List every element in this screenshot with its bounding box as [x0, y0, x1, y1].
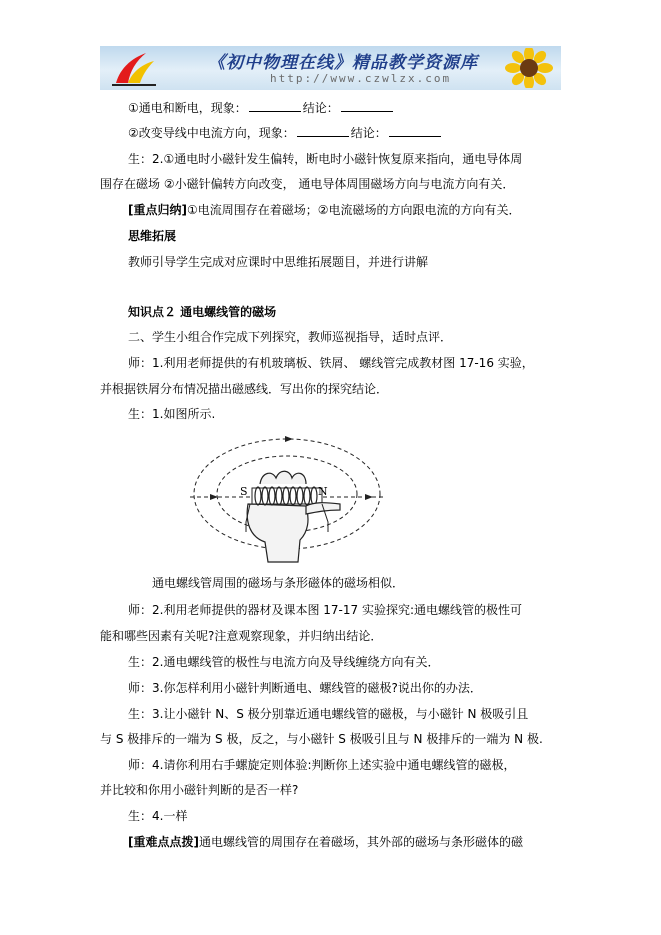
answer-blank: [297, 125, 349, 137]
teacher-2-line-1: 师：2.利用老师提供的器材及课本图 17-17 实验探究:通电螺线管的极性可: [128, 603, 522, 617]
summary-label: [重难点点拨]: [128, 835, 199, 849]
teacher-4-line-2: 并比较和你用小磁针判断的是否一样?: [100, 783, 299, 797]
pole-s-label: S: [240, 485, 248, 498]
header-banner: [100, 46, 561, 90]
answer-blank: [389, 125, 441, 137]
student-4: 生：4.一样: [128, 809, 188, 823]
answer-2-line-1: 生：2.①通电时小磁针发生偏转，断电时小磁针恢复原来指向，通电导体周: [128, 152, 523, 166]
question-1: ①通电和断电，现象： 结论：: [128, 100, 608, 116]
logo-icon: [110, 49, 158, 87]
key-summary-1: [重点归纳]①电流周围存在着磁场；②电流磁场的方向跟电流的方向有关．: [128, 203, 521, 217]
student-3-line-1: 生：3.让小磁针 N、S 极分别靠近通电螺线管的磁极，与小磁针 N 极吸引且: [128, 707, 529, 721]
teacher-3: 师：3.你怎样利用小磁针判断通电、螺线管的磁极?说出你的办法．: [128, 681, 482, 695]
answer-blank: [249, 100, 301, 112]
figure-caption: 通电螺线管周围的磁场与条形磁体的磁场相似．: [152, 576, 405, 590]
extend-text: 教师引导学生完成对应课时中思维拓展题目，并进行讲解: [128, 255, 429, 269]
teacher-1-line-2: 并根据铁屑分布情况描出磁感线．写出你的探究结论．: [100, 382, 389, 396]
student-1: 生：1.如图所示.: [128, 407, 216, 421]
teacher-4-line-1: 师：4.请你利用右手螺旋定则体验:判断你上述实验中通电螺线管的磁极，: [128, 758, 516, 772]
key-summary-2: [重难点点拨]通电螺线管的周围存在着磁场，其外部的磁场与条形磁体的磁: [128, 835, 523, 849]
pole-n-label: N: [318, 485, 328, 498]
student-3-line-2: 与 S 极排斥的一端为 S 极，反之，与小磁针 S 极吸引且与 N 极排斥的一端为 N 极.: [100, 732, 543, 746]
extend-heading: 思维拓展: [128, 229, 177, 243]
banner-title: 《初中物理在线》精品教学资源库: [208, 53, 478, 73]
student-2: 生：2.通电螺线管的极性与电流方向及导线缠绕方向有关．: [128, 655, 440, 669]
answer-blank: [341, 100, 393, 112]
sunflower-icon: [499, 48, 559, 88]
question-2: ②改变导线中电流方向，现象： 结论：: [128, 125, 608, 141]
teacher-1-line-1: 师：1.利用老师提供的有机玻璃板、铁屑、 螺线管完成教材图 17-16 实验，: [128, 356, 534, 370]
knowledge-point-2-heading: 知识点２ 通电螺线管的磁场: [128, 305, 277, 319]
banner-url: http://www.czwlzx.com: [270, 72, 452, 85]
solenoid-field-figure: [190, 432, 385, 567]
intro-text: 二、学生小组合作完成下列探究，教师巡视指导，适时点评．: [128, 330, 453, 344]
summary-label: [重点归纳]: [128, 203, 187, 217]
teacher-2-line-2: 能和哪些因素有关呢?注意观察现象，并归纳出结论．: [100, 629, 383, 643]
answer-2-line-2: 围存在磁场 ②小磁针偏转方向改变， 通电导体周围磁场方向与电流方向有关．: [100, 177, 515, 191]
